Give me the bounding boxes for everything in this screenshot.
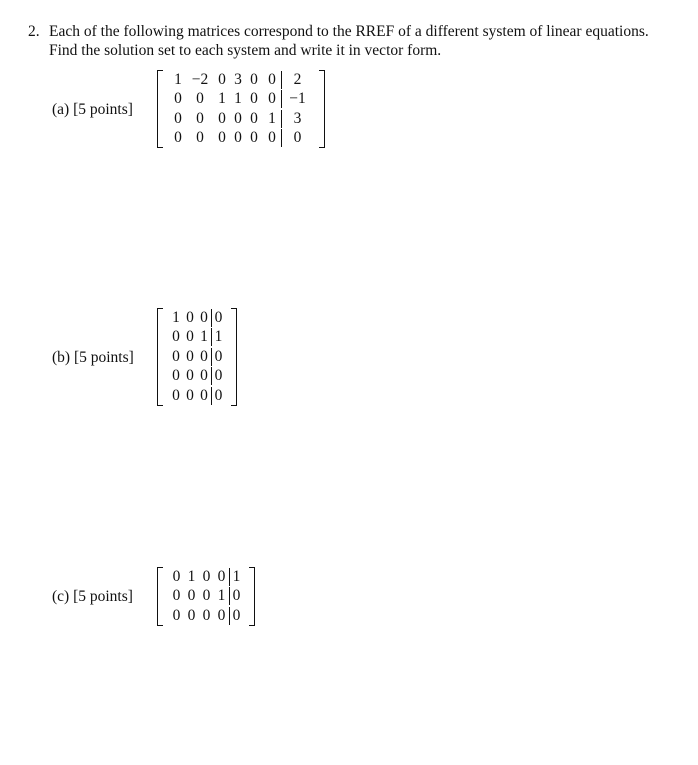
matrix-entry: 0 [172,347,180,365]
right-bracket [231,308,237,406]
matrix-entry: 0 [281,129,313,147]
matrix-entry: 0 [186,367,194,385]
matrix-entry: 0 [218,109,226,127]
matrix-entry: 1 [172,308,180,326]
matrix-entry: 0 [217,567,226,585]
matrix-entry: 0 [211,309,225,327]
matrix-entry: 0 [250,90,258,108]
matrix-entry: 0 [250,70,258,88]
matrix-entry: 0 [200,308,208,326]
matrix-entry: 1 [211,328,225,346]
matrix-entry: 0 [217,606,226,624]
matrix-entry: 0 [174,129,182,147]
matrix-entry: 0 [172,606,181,624]
right-bracket [319,70,325,148]
matrix-entry: 0 [234,129,242,147]
matrix-b [157,308,237,406]
matrix-entry: 0 [202,567,211,585]
matrix-entry: 1 [200,328,208,346]
matrix-entry: 0 [172,367,180,385]
matrix-entry: 0 [268,129,276,147]
matrix-entry: 0 [268,90,276,108]
matrix-entry: 0 [172,328,180,346]
matrix-entry: 0 [211,387,225,405]
matrix-entry: 0 [186,386,194,404]
matrix-entry: 0 [250,109,258,127]
matrix-entry: 1 [229,568,243,586]
matrix-entry: −2 [191,70,209,88]
matrix-entry: 0 [174,90,182,108]
matrix-entry: 2 [281,71,313,89]
matrix-entry: 0 [211,367,225,385]
question-2 [28,22,668,60]
matrix-entry: 0 [202,606,211,624]
part-a-label: (a) [5 points] [52,101,133,118]
right-bracket [249,567,255,626]
matrix-entry: 0 [186,347,194,365]
matrix-entry: 1 [217,587,226,605]
matrix-entry: 0 [196,109,204,127]
matrix-entry: 0 [218,129,226,147]
matrix-entry: 0 [229,587,243,605]
matrix-entry: 0 [200,367,208,385]
question-number: 2. [28,23,40,40]
matrix-entry: −1 [281,90,313,108]
question-text: Each of the following matrices correspond to the RREF of a different system of linear equations. Find the solution set to each system and write it in vector form. [49,23,649,59]
matrix-entry: 1 [268,109,276,127]
matrix-entry: 0 [234,109,242,127]
matrix-entry: 0 [186,308,194,326]
matrix-entry: 0 [229,607,243,625]
matrix-entry: 1 [187,567,196,585]
matrix-entry: 3 [281,110,313,128]
matrix-entry: 0 [200,386,208,404]
matrix-entry: 0 [250,129,258,147]
matrix-entry: 0 [172,567,181,585]
matrix-entry: 0 [200,347,208,365]
matrix-entry: 3 [234,70,242,88]
matrix-entry: 0 [196,90,204,108]
matrix-entry: 0 [196,129,204,147]
part-c-label: (c) [5 points] [52,588,133,605]
matrix-entry: 1 [234,90,242,108]
matrix-a [157,70,325,148]
matrix-entry: 0 [186,328,194,346]
matrix-c [157,567,255,626]
matrix-entry: 0 [187,606,196,624]
matrix-entry: 0 [174,109,182,127]
matrix-entry: 0 [172,587,181,605]
matrix-entry: 0 [211,348,225,366]
matrix-entry: 1 [218,90,226,108]
matrix-entry: 0 [187,587,196,605]
matrix-entry: 1 [174,70,182,88]
part-b-label: (b) [5 points] [52,349,134,366]
matrix-entry: 0 [268,70,276,88]
matrix-entry: 0 [202,587,211,605]
matrix-entry: 0 [218,70,226,88]
matrix-entry: 0 [172,386,180,404]
